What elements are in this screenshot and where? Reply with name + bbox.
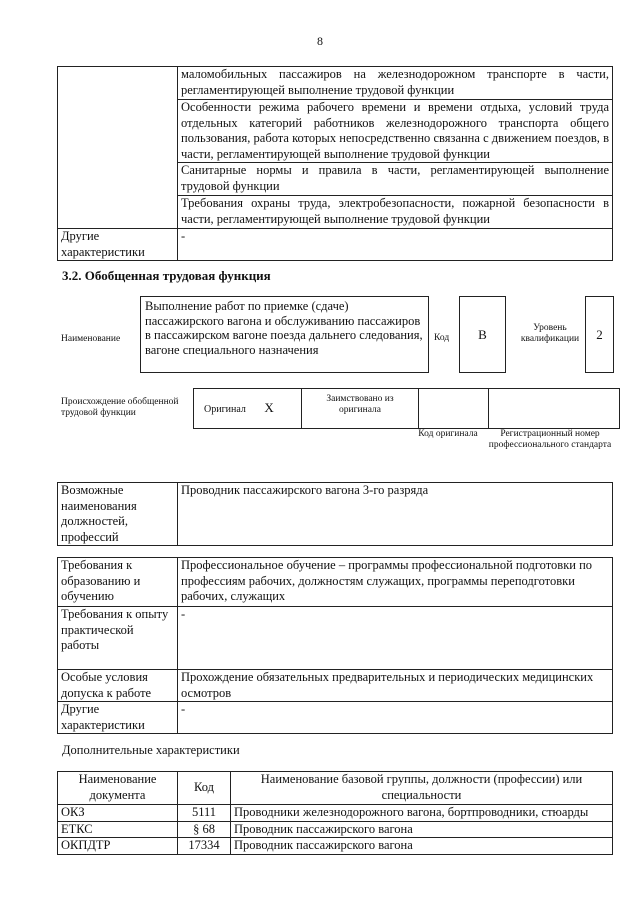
doc-cell: ОКЗ (58, 805, 178, 822)
additional-title: Дополнительные характеристики (62, 743, 240, 757)
page-number: 8 (317, 34, 323, 48)
requirements-table (57, 557, 613, 734)
code-cell: 5111 (178, 805, 231, 822)
original-text: Оригинал (204, 403, 246, 415)
experience-value: - (178, 607, 613, 670)
positions-label: Возможные наименования должностей, профессий (58, 483, 178, 546)
function-name-box: Выполнение работ по приемке (сдаче) пассажирского вагона и обслуживанию пассажиров в пассажирском вагоне поезда дальнего следования, вагоне специального назначения (140, 296, 429, 373)
education-label: Требования к образованию и обучению (58, 558, 178, 607)
knowledge-row: Требования охраны труда, электробезопасности, пожарной безопасности в части, регламентирующей выполнение трудовой функции (178, 196, 613, 229)
level-value-box: 2 (585, 296, 614, 373)
reg-caption: Регистрационный номер профессионального стандарта (488, 429, 612, 450)
positions-table (57, 482, 613, 546)
experience-label: Требования к опыту практической работы (58, 607, 178, 670)
original-label (194, 389, 302, 429)
level-label: Уровень квалификации (520, 323, 580, 344)
original-mark: X (264, 399, 274, 415)
admission-value: Прохождение обязательных предварительных и периодических медицинских осмотров (178, 670, 613, 702)
borrowed-label: Заимствовано из оригинала (302, 389, 419, 429)
section-title: 3.2. Обобщенная трудовая функция (62, 268, 271, 283)
name-cell: Проводник пассажирского вагона (231, 821, 613, 838)
header-name: Наименование базовой группы, должности (профессии) или специальности (231, 772, 613, 805)
other-characteristics-label: Другие характеристики (58, 229, 178, 261)
other-value: - (178, 702, 613, 734)
origin-code-cell (419, 389, 489, 429)
doc-cell: ЕТКС (58, 821, 178, 838)
admission-label: Особые условия допуска к работе (58, 670, 178, 702)
code-cell: 17334 (178, 838, 231, 855)
origin-table (193, 388, 620, 429)
knowledge-row: Санитарные нормы и правила в части, регламентирующей выполнение трудовой функции (178, 163, 613, 196)
name-label: Наименование (61, 334, 121, 344)
doc-cell: ОКПДТР (58, 838, 178, 855)
education-value: Профессиональное обучение – программы профессиональной подготовки по профессиям рабочих, должностям служащих, программы переподготовки рабочих, служащих (178, 558, 613, 607)
name-cell: Проводник пассажирского вагона (231, 838, 613, 855)
other-characteristics-value: - (178, 229, 613, 261)
origin-reg-cell (489, 389, 620, 429)
positions-value: Проводник пассажирского вагона 3-го разряда (178, 483, 613, 546)
code-caption: Код оригинала (418, 429, 478, 439)
knowledge-row: Особенности режима рабочего времени и времени отдыха, условий труда отдельных категорий работников железнодорожного транспорта общего пользования, работа которых непосредственно связанна с движением поездов, в части, регламентирующей выполнение трудовой функции (178, 100, 613, 163)
name-cell: Проводники железнодорожного вагона, бортпроводники, стюарды (231, 805, 613, 822)
empty-label-cell (58, 67, 178, 229)
code-cell: § 68 (178, 821, 231, 838)
knowledge-row: маломобильных пассажиров на железнодорожном транспорте в части, регламентирующей выполнение трудовой функции (178, 67, 613, 100)
header-document: Наименование документа (58, 772, 178, 805)
top-table (57, 66, 613, 261)
additional-table (57, 771, 613, 855)
code-value-box: B (459, 296, 506, 373)
code-label: Код (434, 333, 450, 343)
header-code: Код (178, 772, 231, 805)
other-label: Другие характеристики (58, 702, 178, 734)
origin-label: Происхождение обобщенной трудовой функции (61, 397, 179, 418)
